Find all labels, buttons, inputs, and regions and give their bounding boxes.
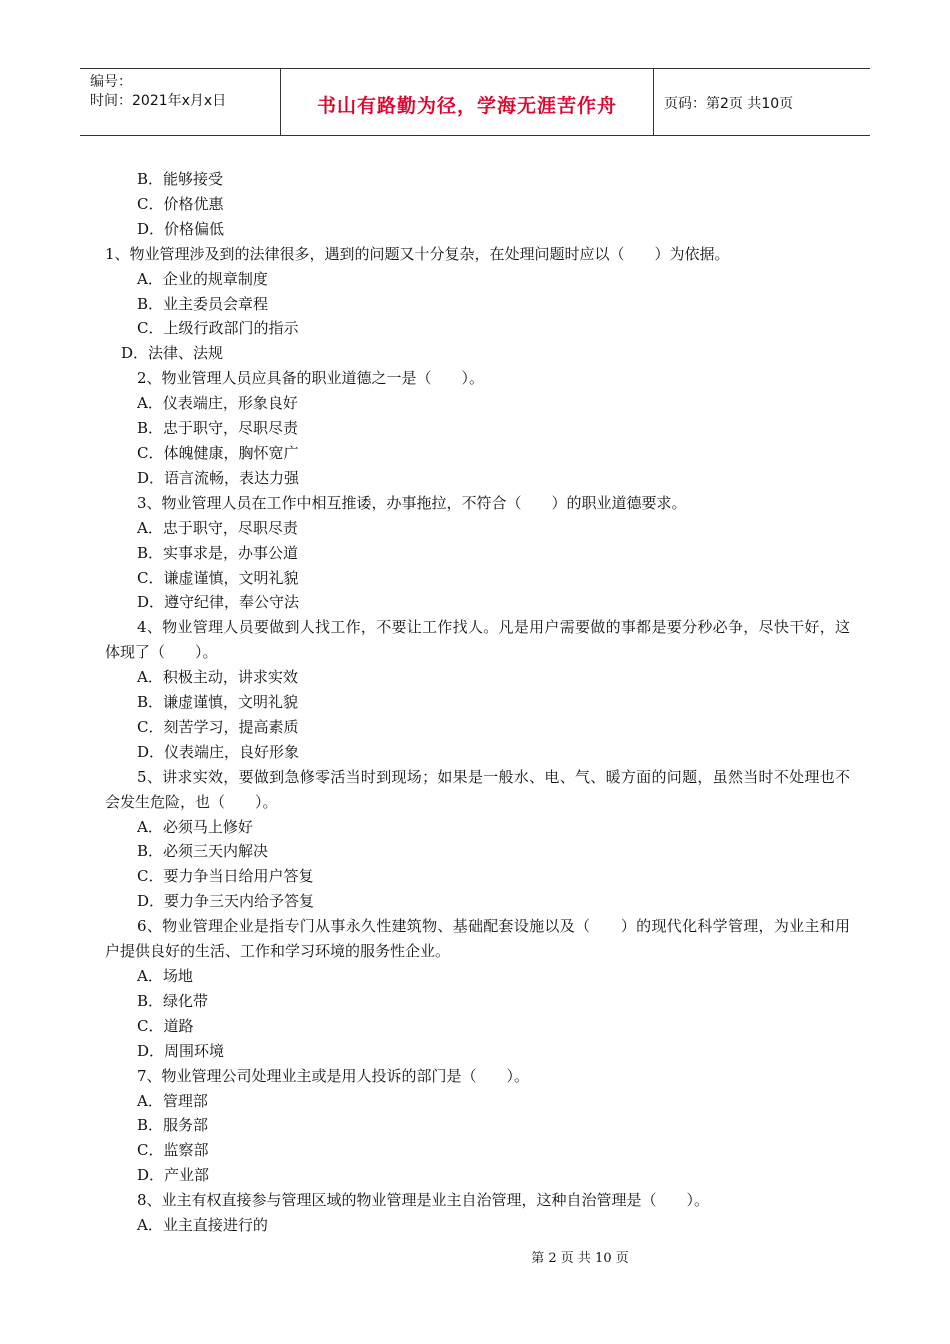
answer-option: D．遵守纪律，奉公守法 xyxy=(137,593,300,612)
answer-option: B．实事求是，办事公道 xyxy=(137,543,299,562)
answer-option: C．谦虚谨慎，文明礼貌 xyxy=(137,568,299,587)
answer-option: C．价格优惠 xyxy=(137,194,224,213)
document-time-label: 时间：2021年x月x日 xyxy=(90,93,227,109)
question-text: 2、物业管理人员应具备的职业道德之一是（ ）。 xyxy=(137,369,485,388)
answer-option: A．业主直接进行的 xyxy=(137,1216,268,1235)
answer-option: B．服务部 xyxy=(137,1116,209,1135)
answer-option: B．忠于职守，尽职尽责 xyxy=(137,419,299,438)
answer-option: A．积极主动，讲求实效 xyxy=(137,668,298,687)
answer-option: D．价格偏低 xyxy=(137,219,225,238)
document-number-label: 编号： xyxy=(90,74,132,90)
answer-option: C．道路 xyxy=(137,1016,194,1035)
answer-option: D．要力争三天内给予答复 xyxy=(137,892,315,911)
question-text: 5、讲求实效，要做到急修零活当时到现场；如果是一般水、电、气、暖方面的问题，虽然当时不处理也不会发生危险，也（ ）。 xyxy=(105,767,850,811)
question-text: 4、物业管理人员要做到人找工作，不要让工作找人。凡是用户需要做的事都是要分秒必争，尽快干好，这体现了（ ）。 xyxy=(105,618,850,662)
question-text: 6、物业管理企业是指专门从事永久性建筑物、基础配套设施以及（ ）的现代化科学管理，为业主和用户提供良好的生活、工作和学习环境的服务性企业。 xyxy=(105,917,850,961)
answer-option: D．语言流畅，表达力强 xyxy=(137,468,300,487)
answer-option: D．仪表端庄，良好形象 xyxy=(137,742,300,761)
answer-option: B．必须三天内解决 xyxy=(137,842,269,861)
answer-option: C．体魄健康，胸怀宽广 xyxy=(137,443,299,462)
question-text: 1、物业管理涉及到的法律很多，遇到的问题又十分复杂，在处理问题时应以（ ）为依据。 xyxy=(105,244,730,263)
answer-option: C．上级行政部门的指示 xyxy=(137,319,299,338)
answer-option: A．必须马上修好 xyxy=(137,817,253,836)
question-content xyxy=(105,167,850,1238)
answer-option: B．能够接受 xyxy=(137,170,224,188)
answer-option: A．企业的规章制度 xyxy=(137,269,268,288)
answer-option: D．周围环境 xyxy=(137,1041,225,1060)
answer-option: B．业主委员会章程 xyxy=(137,294,269,313)
answer-option: C．监察部 xyxy=(137,1141,209,1160)
page-footer: 第 2 页 共 10 页 xyxy=(531,1251,629,1266)
page-header xyxy=(80,68,870,136)
question-text: 8、业主有权直接参与管理区域的物业管理是业主自治管理，这种自治管理是（ ）。 xyxy=(137,1191,710,1210)
answer-option: A．管理部 xyxy=(137,1091,208,1110)
answer-option: D．法律、法规 xyxy=(121,344,224,363)
answer-option: A．忠于职守，尽职尽责 xyxy=(137,518,298,537)
header-page-label: 页码：第2页 共10页 xyxy=(664,96,794,112)
answer-option: C．要力争当日给用户答复 xyxy=(137,867,314,886)
answer-option: B．绿化带 xyxy=(137,991,209,1010)
answer-option: C．刻苦学习，提高素质 xyxy=(137,717,299,736)
question-text: 3、物业管理人员在工作中相互推诿，办事拖拉，不符合（ ）的职业道德要求。 xyxy=(137,493,687,512)
answer-option: D．产业部 xyxy=(137,1166,210,1185)
answer-option: B．谦虚谨慎，文明礼貌 xyxy=(137,693,299,712)
answer-option: A．场地 xyxy=(137,967,193,985)
header-slogan: 书山有路勤为径，学海无涯苦作舟 xyxy=(281,69,654,135)
answer-option: A．仪表端庄，形象良好 xyxy=(137,394,298,413)
header-left-cell xyxy=(80,69,281,135)
question-text: 7、物业管理公司处理业主或是用人投诉的部门是（ ）。 xyxy=(137,1066,530,1085)
